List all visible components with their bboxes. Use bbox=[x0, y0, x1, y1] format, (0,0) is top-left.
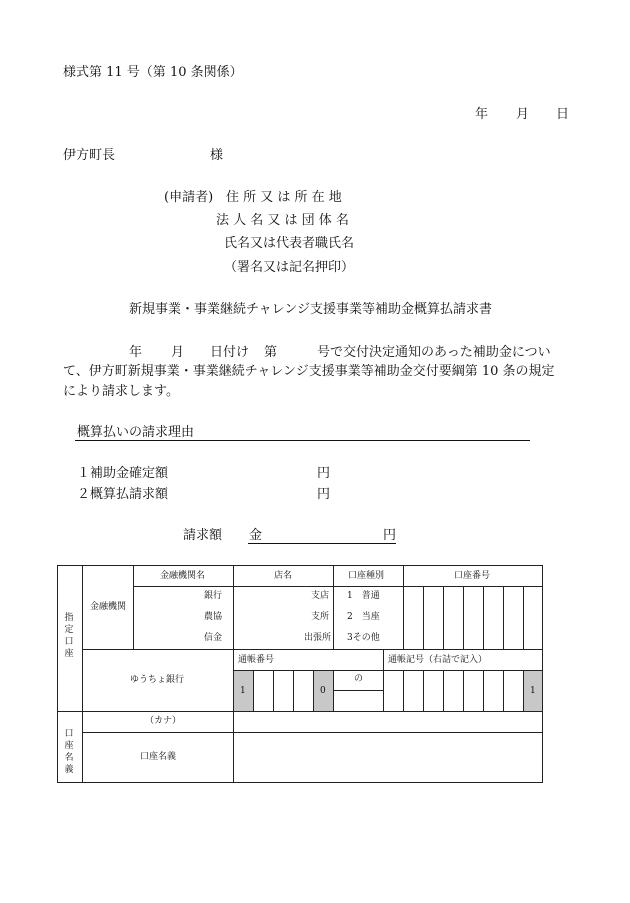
document-title: 新規事業・事業継続チャレンジ支援事業等補助金概算払請求書 bbox=[129, 302, 492, 317]
holder-label: 口座名義 bbox=[64, 729, 74, 775]
table-rule bbox=[483, 586, 484, 650]
claim-underline bbox=[248, 543, 396, 544]
table-rule bbox=[333, 565, 334, 650]
account-type-other: 3その他 bbox=[347, 633, 380, 643]
table-rule bbox=[423, 670, 424, 712]
financial-institution-label: 金融機関 bbox=[90, 602, 127, 612]
table-rule bbox=[403, 565, 404, 650]
applicant-address: 住 所 又 は 所 在 地 bbox=[226, 190, 342, 205]
date-year: 年 bbox=[475, 107, 489, 122]
branch-type-shisho: 支所 bbox=[311, 612, 330, 622]
designated-account-label: 指定口座 bbox=[64, 613, 74, 659]
table-rule bbox=[313, 670, 314, 712]
body-no: 第 bbox=[264, 345, 278, 360]
table-rule bbox=[253, 670, 254, 712]
table-rule bbox=[503, 586, 504, 650]
kana-label: （カナ） bbox=[145, 716, 182, 726]
claim-kin: 金 bbox=[249, 528, 263, 543]
claim-yen: 円 bbox=[383, 528, 397, 543]
amount-item2-yen: 円 bbox=[317, 487, 331, 502]
digit-1: 1 bbox=[240, 686, 246, 696]
body-dated: 日付け bbox=[210, 345, 250, 360]
inst-type-shinkin: 信金 bbox=[204, 633, 223, 643]
claim-label: 請求額 bbox=[183, 528, 223, 543]
table-rule bbox=[133, 586, 543, 587]
header-institution-name: 金融機関名 bbox=[160, 571, 206, 581]
date-month: 月 bbox=[516, 107, 530, 122]
table-rule bbox=[57, 565, 58, 783]
header-account-type: 口座種別 bbox=[348, 571, 385, 581]
inst-type-ja: 農協 bbox=[204, 612, 223, 622]
table-rule bbox=[82, 649, 543, 650]
body-month: 月 bbox=[171, 345, 185, 360]
no-char: の bbox=[354, 674, 364, 684]
table-rule bbox=[57, 782, 543, 783]
table-rule bbox=[273, 670, 274, 712]
reason-label: 概算払いの請求理由 bbox=[77, 425, 195, 440]
amount-item2: ２概算払請求額 bbox=[77, 487, 169, 502]
table-rule bbox=[333, 670, 334, 712]
body-year: 年 bbox=[129, 345, 143, 360]
addressee-name: 伊方町長 bbox=[63, 148, 116, 163]
table-rule bbox=[82, 732, 543, 733]
reason-underline bbox=[75, 440, 530, 441]
body-line1: 号で交付決定通知のあった補助金につい bbox=[317, 345, 551, 360]
header-branch: 店名 bbox=[274, 571, 293, 581]
passbook-symbol-label: 通帳記号（右詰で記入） bbox=[388, 655, 488, 665]
date-day: 日 bbox=[556, 107, 570, 122]
table-rule bbox=[523, 670, 524, 712]
inst-type-bank: 銀行 bbox=[204, 591, 223, 601]
account-type-ordinary: 1 普通 bbox=[347, 591, 380, 601]
table-rule bbox=[443, 670, 444, 712]
holder-name-label: 口座名義 bbox=[140, 752, 177, 762]
yucho-label: ゆうちょ銀行 bbox=[130, 675, 185, 685]
table-rule bbox=[233, 670, 543, 671]
applicant-seal: （署名又は記名押印） bbox=[224, 260, 355, 275]
body-line3: により請求します。 bbox=[63, 384, 179, 399]
table-rule bbox=[463, 670, 464, 712]
table-rule bbox=[542, 565, 543, 783]
form-number: 様式第 11 号（第 10 条関係） bbox=[63, 65, 243, 80]
table-rule bbox=[503, 670, 504, 712]
table-rule bbox=[293, 670, 294, 712]
branch-type-office: 出張所 bbox=[304, 633, 332, 643]
branch-type-branch: 支店 bbox=[311, 591, 330, 601]
table-rule bbox=[483, 670, 484, 712]
digit-last: 1 bbox=[530, 686, 536, 696]
table-rule bbox=[383, 649, 384, 712]
table-rule bbox=[523, 586, 524, 650]
addressee-honorific: 様 bbox=[210, 148, 224, 163]
table-rule bbox=[403, 670, 404, 712]
applicant-prefix: (申請者) bbox=[164, 190, 214, 205]
body-line2: て、伊方町新規事業・事業継続チャレンジ支援事業等補助金交付要綱第 10 条の規定 bbox=[63, 364, 555, 379]
table-rule bbox=[57, 565, 543, 566]
applicant-corp: 法 人 名 又 は 団 体 名 bbox=[216, 213, 349, 228]
table-rule bbox=[463, 586, 464, 650]
table-rule bbox=[82, 565, 83, 783]
amount-item1: １補助金確定額 bbox=[77, 466, 169, 481]
table-rule bbox=[233, 565, 234, 783]
amount-item1-yen: 円 bbox=[317, 466, 331, 481]
digit-0: 0 bbox=[320, 686, 326, 696]
table-rule bbox=[443, 586, 444, 650]
header-account-no: 口座番号 bbox=[454, 571, 491, 581]
table-rule bbox=[133, 565, 134, 650]
table-rule bbox=[57, 711, 543, 712]
account-type-current: 2 当座 bbox=[347, 612, 380, 622]
passbook-no-label: 通帳番号 bbox=[238, 655, 275, 665]
table-rule bbox=[423, 586, 424, 650]
applicant-rep: 氏名又は代表者職氏名 bbox=[224, 236, 355, 251]
table-rule bbox=[333, 690, 383, 691]
